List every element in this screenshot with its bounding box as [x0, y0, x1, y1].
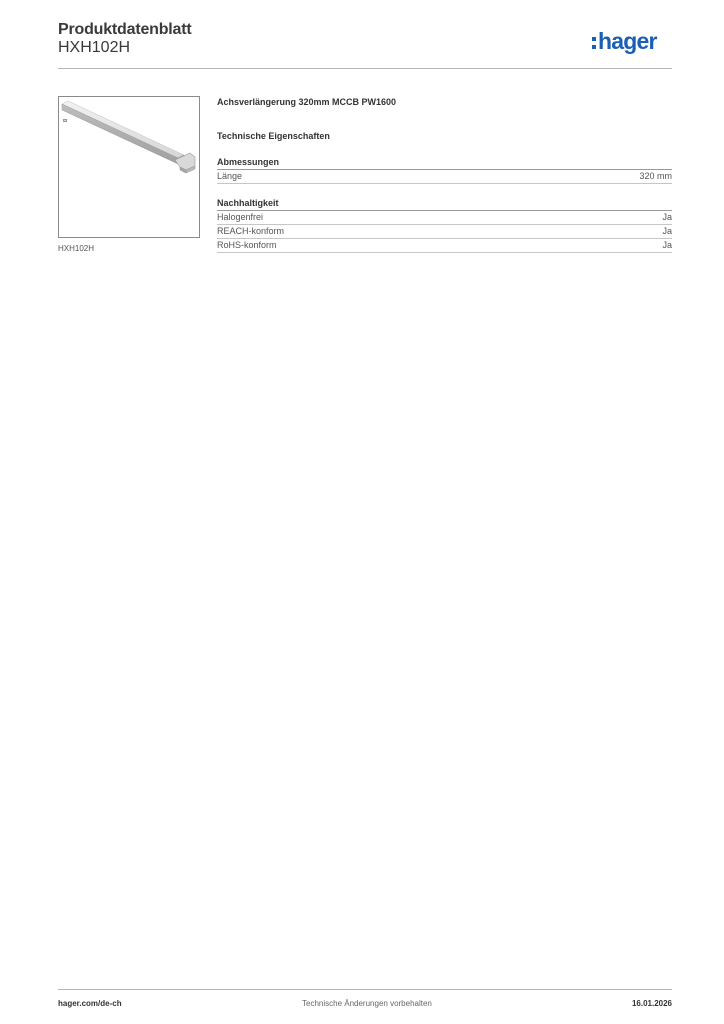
- spec-row: [217, 225, 672, 239]
- header-divider: [58, 68, 672, 69]
- image-caption: HXH102H: [58, 244, 95, 253]
- spec-row: [217, 170, 672, 184]
- spec-value: Ja: [662, 240, 672, 250]
- spec-group-dimensions: [217, 156, 672, 184]
- product-code: HXH102H: [58, 39, 131, 56]
- footer-date: 16.01.2026: [631, 999, 672, 1008]
- footer-divider: [58, 989, 672, 990]
- spec-value: 320 mm: [639, 171, 672, 181]
- spec-value: Ja: [662, 212, 672, 222]
- spec-row: [217, 239, 672, 253]
- section-title-technical: Technische Eigenschaften: [217, 131, 330, 141]
- logo-text: hager: [598, 27, 657, 54]
- spec-group-sustainability: [217, 197, 672, 253]
- spec-label: REACH-konform: [217, 226, 285, 236]
- footer-disclaimer: Technische Änderungen vorbehalten: [302, 999, 432, 1008]
- footer-website-link[interactable]: hager.com/de-ch: [58, 999, 122, 1008]
- hager-logo: [592, 26, 657, 56]
- product-details: [217, 96, 672, 253]
- spec-group-title: Abmessungen: [217, 156, 672, 170]
- logo-dots-icon: [592, 33, 596, 53]
- spec-row: [217, 211, 672, 225]
- product-name: Achsverlängerung 320mm MCCB PW1600: [217, 97, 397, 107]
- axis-extension-image: [59, 97, 199, 237]
- spec-label: Länge: [217, 171, 243, 181]
- spec-group-title: Nachhaltigkeit: [217, 197, 672, 211]
- spec-label: Halogenfrei: [217, 212, 264, 222]
- spec-label: RoHS-konform: [217, 240, 277, 250]
- page-title: Produktdatenblatt: [58, 21, 192, 38]
- product-image-frame: [58, 96, 200, 238]
- spec-value: Ja: [662, 226, 672, 236]
